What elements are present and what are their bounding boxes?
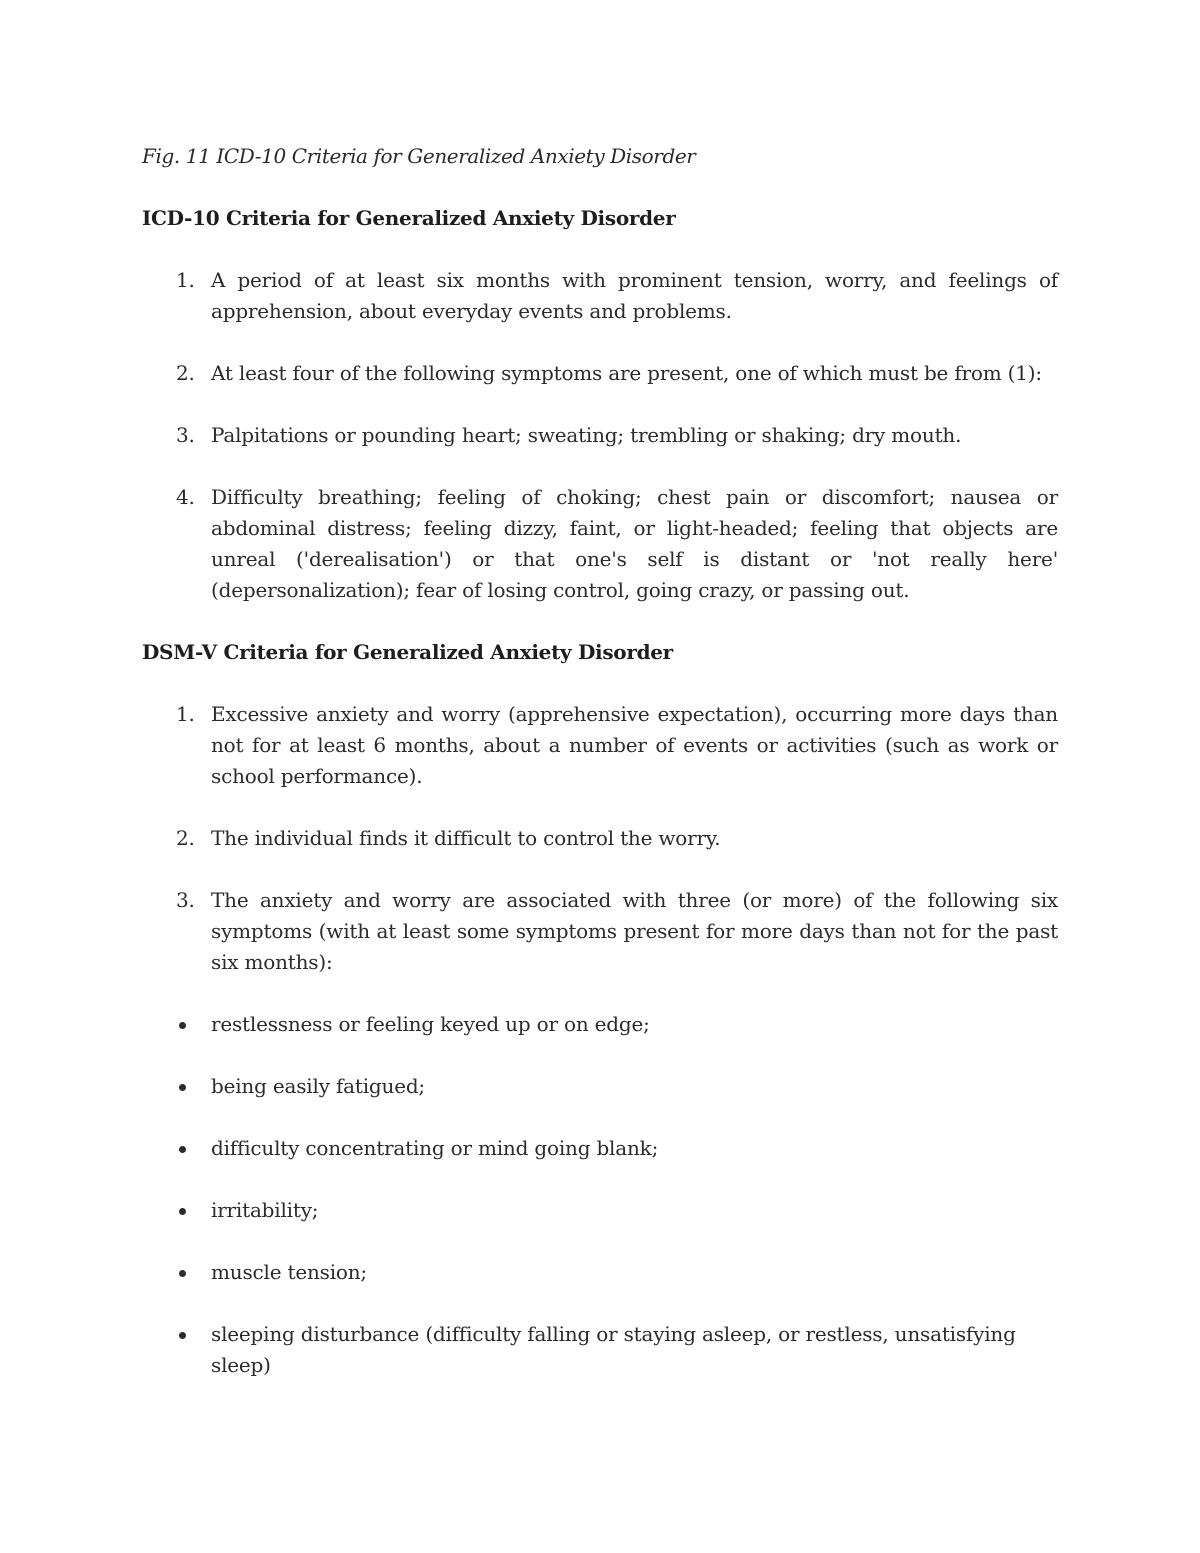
list-number: 1. xyxy=(176,702,195,726)
icd-list-item-3 xyxy=(142,420,1058,451)
dsm-list-item-2 xyxy=(142,823,1058,854)
dsm-heading: DSM-V Criteria for Generalized Anxiety Disorder xyxy=(142,640,673,664)
bullet-icon xyxy=(142,1009,211,1040)
bullet-icon xyxy=(142,1133,211,1164)
list-number: 2. xyxy=(176,826,195,850)
list-number: 1. xyxy=(176,268,195,292)
icd-list-item-4 xyxy=(142,482,1058,606)
list-item-text: Excessive anxiety and worry (apprehensive expectation), occurring more days than not for at least 6 months, about a number of events or activities (such as work or school performance). xyxy=(211,702,1058,788)
bullet-text: restlessness or feeling keyed up or on edge; xyxy=(211,1012,650,1036)
icd-heading: ICD-10 Criteria for Generalized Anxiety Disorder xyxy=(142,206,676,230)
bullet-text: muscle tension; xyxy=(211,1260,367,1284)
bullet-text: irritability; xyxy=(211,1198,319,1222)
list-item-text: A period of at least six months with prominent tension, worry, and feelings of apprehension, about everyday events and problems. xyxy=(211,268,1058,323)
list-item-text: Difficulty breathing; feeling of choking; chest pain or discomfort; nausea or abdominal distress; feeling dizzy, faint, or light-headed; feeling that objects are unreal ('derealisation') or that one's self is distant or 'not really here' (depersonalization); fear of losing control, going crazy, or passing out. xyxy=(211,485,1058,602)
bullet-text: sleeping disturbance (difficulty falling or staying asleep, or restless, unsatisfying sleep) xyxy=(211,1322,1016,1377)
list-number: 2. xyxy=(176,361,195,385)
list-item-text: The individual finds it difficult to control the worry. xyxy=(211,826,721,850)
list-item-text: Palpitations or pounding heart; sweating; trembling or shaking; dry mouth. xyxy=(211,423,962,447)
symptom-bullet-6 xyxy=(142,1319,1058,1381)
symptom-bullet-2 xyxy=(142,1071,1058,1102)
list-number: 4. xyxy=(176,485,195,509)
list-number: 3. xyxy=(176,888,195,912)
symptom-bullet-5 xyxy=(142,1257,1058,1288)
bullet-icon xyxy=(142,1257,211,1288)
symptom-bullet-1 xyxy=(142,1009,1058,1040)
bullet-icon xyxy=(142,1071,211,1102)
figure-caption: Fig. 11 ICD-10 Criteria for Generalized Anxiety Disorder xyxy=(142,144,696,168)
bullet-text: difficulty concentrating or mind going blank; xyxy=(211,1136,659,1160)
bullet-icon xyxy=(142,1195,211,1226)
bullet-icon xyxy=(142,1319,211,1381)
icd-list-item-1 xyxy=(142,265,1058,327)
symptom-bullet-4 xyxy=(142,1195,1058,1226)
list-number: 3. xyxy=(176,423,195,447)
symptom-bullet-3 xyxy=(142,1133,1058,1164)
list-item-text: The anxiety and worry are associated with three (or more) of the following six symptoms (with at least some symptoms present for more days than not for the past six months): xyxy=(211,888,1058,974)
list-item-text: At least four of the following symptoms are present, one of which must be from (1): xyxy=(211,361,1042,385)
dsm-list-item-3 xyxy=(142,885,1058,978)
bullet-text: being easily fatigued; xyxy=(211,1074,425,1098)
dsm-list-item-1 xyxy=(142,699,1058,792)
document-content xyxy=(142,141,1058,1412)
icd-list-item-2 xyxy=(142,358,1058,389)
